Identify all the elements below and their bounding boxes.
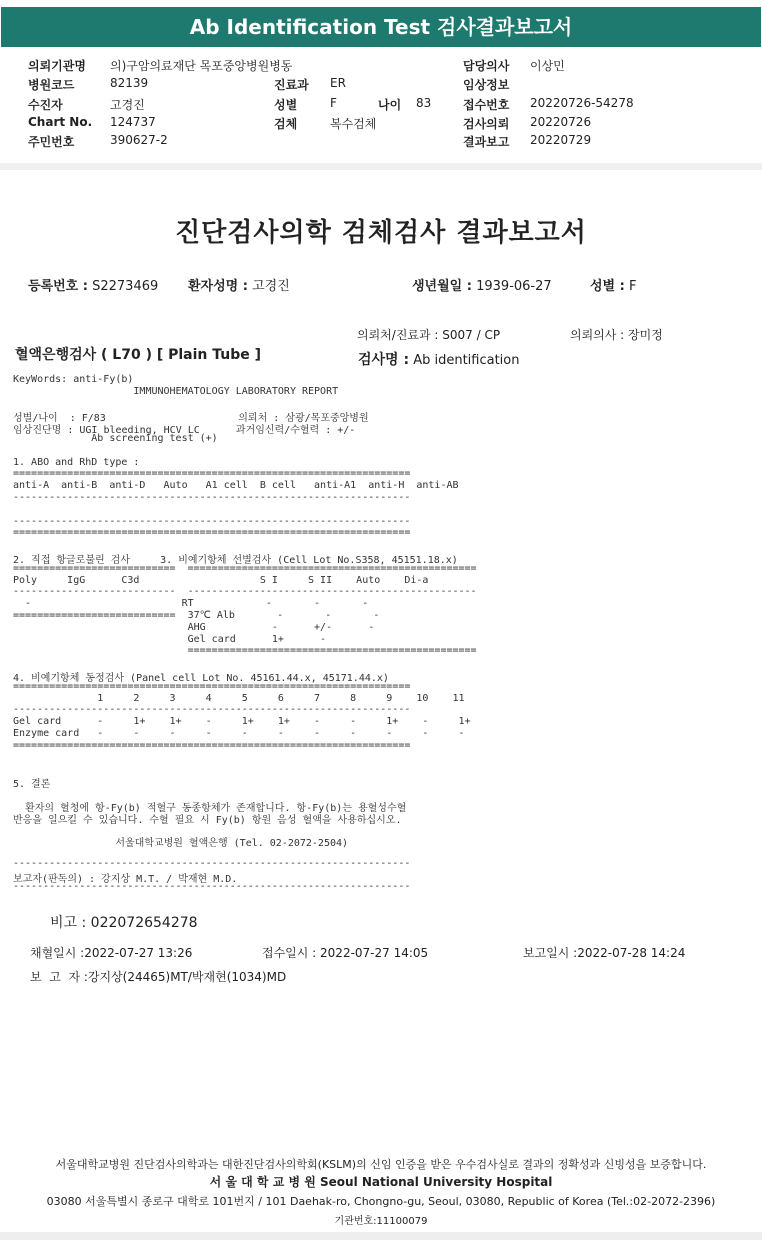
header-value: 복수검체 [330, 117, 377, 131]
header-value: 20220726 [530, 115, 592, 129]
report-line: 5. 결론 [13, 779, 51, 791]
report-line: ================================================================== [13, 468, 411, 480]
registration-number: 등록번호 : S2273469 [28, 279, 159, 294]
report-line: =========================== ================================================ [13, 562, 477, 574]
report-line: ------------------------------------------------------------------ [13, 857, 411, 869]
exam-name: 검사명 : Ab identification [358, 352, 520, 368]
report-time: 보고일시 :2022-07-28 14:24 [523, 946, 686, 960]
receipt-time: 접수일시 : 2022-07-27 14:05 [262, 946, 429, 960]
footer-address: 03080 서울특별시 종로구 대학로 101번지 / 101 Daehak-ro, Chongno-gu, Seoul, 03080, Republic of Korea (Tel.:02-2072-2396) [46, 1195, 716, 1208]
report-line: ================================================ [13, 645, 477, 657]
report-line: 2. 직접 항글로불린 검사 3. 비예기항체 선별검사 (Cell Lot No.S358, 45151.18.x) [13, 555, 458, 566]
report-line: ------------------------------------------------------------------ [13, 881, 411, 893]
header-label: 진료과 [274, 78, 309, 92]
collection-time: 채혈일시 :2022-07-27 13:26 [30, 946, 193, 960]
patient-name: 환자성명 : 고경진 [188, 279, 290, 294]
referring-department: 의뢰처/진료과 : S007 / CP [357, 328, 501, 342]
header-label: Chart No. [28, 115, 93, 129]
header-label: 검체 [274, 117, 298, 131]
header-value: ER [330, 76, 346, 90]
birth-date: 생년월일 : 1939-06-27 [412, 279, 552, 294]
report-line: AHG - +/- - [13, 621, 375, 633]
report-line: 1. ABO and RhD type : [13, 456, 140, 468]
report-line: ================================================================== [13, 739, 411, 751]
header-value: 124737 [110, 115, 156, 129]
header-value: 20220726-54278 [530, 96, 634, 110]
footer-certification: 서울대학교병원 진단검사의학과는 대한진단검사의학회(KSLM)의 신임 인증을 받은 우수검사실로 결과의 정확성과 신빙성을 보증합니다. [55, 1158, 707, 1171]
footer-hospital-name: 서 울 대 학 교 병 원 Seoul National University Hospital [209, 1175, 553, 1189]
header-value: F [330, 96, 337, 110]
report-line: ================================================================== [13, 527, 411, 539]
report-banner-title: Ab Identification Test 검사결과보고서 [1, 7, 761, 47]
header-label: 담당의사 [463, 59, 510, 73]
report-line: 반응을 일으킬 수 있습니다. 수혈 필요 시 Fy(b) 항원 음성 혈액을 사용하십시오. [13, 814, 402, 826]
exam-section-title: 혈액은행검사 ( L70 ) [ Plain Tube ] [15, 347, 262, 363]
header-label: 수진자 [28, 98, 63, 112]
remarks: 비고 : 022072654278 [50, 915, 198, 931]
header-value: 이상민 [530, 59, 565, 73]
report-line: Ab screening test (+) [13, 433, 218, 444]
bottom-bar [0, 1232, 762, 1240]
header-label: 주민번호 [28, 135, 75, 149]
report-line: 보고자(판독의) : 강지상 M.T. / 박재현 M.D. [13, 873, 238, 885]
patient-sex: 성별 : F [590, 279, 637, 294]
report-line: anti-A anti-B anti-D Auto A1 cell B cell anti-A1 anti-H anti-AB [13, 480, 459, 492]
report-line: IMMUNOHEMATOLOGY LABORATORY REPORT [13, 385, 339, 397]
report-line: 임상진단명 : UGI bleeding, HCV LC 과거임신력/수혈력 : +/- [13, 425, 356, 437]
footer-institution-code: 기관번호:11100079 [334, 1216, 428, 1227]
report-line: 서울대학교병원 혈액은행 (Tel. 02-2072-2504) [13, 838, 349, 850]
header-value: 390627-2 [110, 133, 168, 147]
report-line: ================================================================== [13, 680, 411, 692]
report-line: =========================== 37℃ Alb - - - [13, 610, 380, 621]
report-line: ------------------------------------------------------------------ [13, 492, 411, 503]
header-value: 82139 [110, 76, 149, 90]
header-label: 임상정보 [463, 78, 510, 92]
report-line: Enzyme card - - - - - - - - - - - [13, 728, 465, 739]
document-title: 진단검사의학 검체검사 결과보고서 [175, 218, 587, 248]
report-line: 환자의 혈청에 항-Fy(b) 적혈구 동종항체가 존재합니다. 항-Fy(b)는 용혈성수혈 [13, 802, 407, 814]
report-line: Gel card 1+ - [13, 633, 327, 645]
header-label: 검사의뢰 [463, 117, 510, 131]
report-line: Poly IgG C3d S I S II Auto Di-a [13, 574, 429, 586]
header-label: 병원코드 [28, 78, 75, 92]
report-line: --------------------------- ------------------------------------------------ [13, 586, 477, 598]
report-line: 성별/나이 : F/83 의뢰처 : 삼광/목포중앙병원 [13, 413, 369, 425]
report-line: KeyWords: anti-Fy(b) [13, 374, 134, 385]
report-line: 4. 비예기항체 동정검사 (Panel cell Lot No. 45161.44.x, 45171.44.x) [13, 673, 389, 684]
report-line: Gel card - 1+ 1+ - 1+ 1+ - - 1+ - 1+ [13, 716, 471, 728]
header-label: 결과보고 [463, 135, 510, 149]
header-value: 20220729 [530, 133, 592, 147]
header-label: 성별 [274, 98, 298, 112]
section-divider [0, 163, 762, 170]
header-value: 의)구암의료재단 목포중앙병원병동 [110, 59, 293, 73]
report-line: ------------------------------------------------------------------ [13, 515, 411, 527]
header-label: 의뢰기관명 [28, 59, 86, 73]
report-line: ------------------------------------------------------------------ [13, 704, 411, 716]
reporter: 보 고 자 :강지상(24465)MT/박재현(1034)MD [30, 970, 287, 984]
header-label: 나이 [378, 98, 402, 112]
header-value: 고경진 [110, 98, 145, 112]
report-line: - RT - - - [13, 598, 369, 610]
header-value: 83 [416, 96, 432, 110]
header-label: 접수번호 [463, 98, 510, 112]
report-line: 1 2 3 4 5 6 7 8 9 10 11 [13, 692, 465, 704]
referring-doctor: 의뢰의사 : 장미정 [570, 328, 663, 342]
